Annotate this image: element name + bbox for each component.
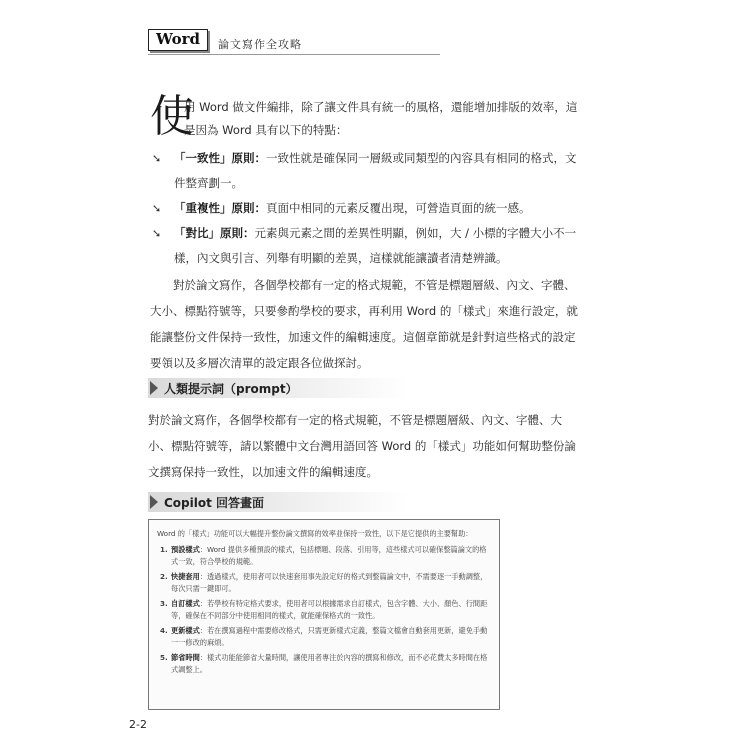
bullet-repetition	[152, 196, 582, 221]
book-title: 論文寫作全攻略	[218, 38, 303, 51]
intro-paragraph: 用 Word 做文件編排，除了讓文件具有統一的風格，還能增加排版的效率，這是因為 Word 具有以下的特點：	[184, 100, 578, 137]
bullet-contrast	[152, 221, 582, 271]
bullet-head: 「重複性」原則：	[174, 201, 266, 215]
word-badge: Word	[148, 29, 208, 51]
prompt-title: 人類提示詞（prompt）	[164, 381, 298, 396]
list-item: 2. 快捷套用：透過樣式，使用者可以快速套用事先設定好的格式到整篇論文中，不需要逐一手動調整，每次只需一鍵即可。	[160, 571, 488, 593]
bullet-consistency	[152, 146, 582, 196]
copilot-response-screenshot	[148, 519, 500, 710]
copilot-title: Copilot 回答畫面	[164, 495, 265, 510]
arrow-bullet-icon: ➘	[152, 152, 162, 165]
header-rule	[148, 54, 440, 55]
arrow-bullet-icon: ➘	[152, 202, 162, 215]
prompt-section-heading	[148, 378, 298, 398]
drop-cap: 使	[150, 91, 194, 142]
prompt-text: 對於論文寫作，各個學校都有一定的格式規範，不管是標題層級、內文、字體、大小、標點符號等，請以繁體中文台灣用語回答 Word 的「樣式」功能如何幫助整份論文撰寫保持一致性，以加速文件的編輯速度。	[148, 413, 576, 479]
page-number: 2-2	[129, 718, 147, 731]
list-item: 5. 節省時間：樣式功能能節省大量時間，讓使用者專注於內容的撰寫和修改，而不必花費太多時間在格式調整上。	[160, 652, 488, 674]
list-item: 1. 預設樣式：Word 提供多種預設的樣式，包括標題、段落、引用等，這些樣式可以確保整篇論文的格式一致，符合學校的規範。	[160, 544, 487, 566]
list-item: 3. 自訂樣式：若學校有特定格式要求，使用者可以根據需求自訂樣式，包含字體、大小、顏色、行間距等，確保在不同部分中使用相同的樣式，就能確保格式的一致性。	[160, 598, 488, 620]
running-header	[148, 28, 302, 52]
bullet-head: 「對比」原則：	[174, 226, 255, 240]
arrow-bullet-icon: ➘	[152, 227, 162, 240]
bullet-text: 元素與元素之間的差異性明顯，例如，大 / 小標的字體大小不一樣，內文與引言、列舉有明顯的差異，這樣就能讓讀者清楚辨識。	[174, 226, 577, 265]
heading-triangle-icon	[150, 495, 158, 509]
heading-triangle-icon	[150, 381, 158, 395]
copilot-section-heading	[148, 492, 264, 512]
bullet-text: 一致性就是確保同一層級或同類型的內容具有相同的格式，文件整齊劃一。	[174, 151, 577, 190]
list-item: 4. 更新樣式：若在撰寫過程中需要修改格式，只需更新樣式定義，整篇文檔會自動套用更新，避免手動一一修改的麻煩。	[160, 625, 488, 647]
copilot-list	[157, 544, 491, 677]
bullet-text: 頁面中相同的元素反覆出現，可營造頁面的統一感。	[266, 201, 531, 215]
copilot-intro: Word 的「樣式」功能可以大幅提升整份論文撰寫的效率並保持一致性，以下是它提供的主要幫助：	[157, 529, 473, 538]
body-paragraph: 對於論文寫作，各個學校都有一定的格式規範，不管是標題層級、內文、字體、大小、標點符號等，只要參酌學校的要求，再利用 Word 的「樣式」來進行設定，就能讓整份文件保持一致性，加速文件的編輯速度。這個章節就是針對這些格式的設定要領以及多層次清單的設定跟各位做探討。	[150, 278, 578, 370]
bullet-head: 「一致性」原則：	[174, 151, 266, 165]
